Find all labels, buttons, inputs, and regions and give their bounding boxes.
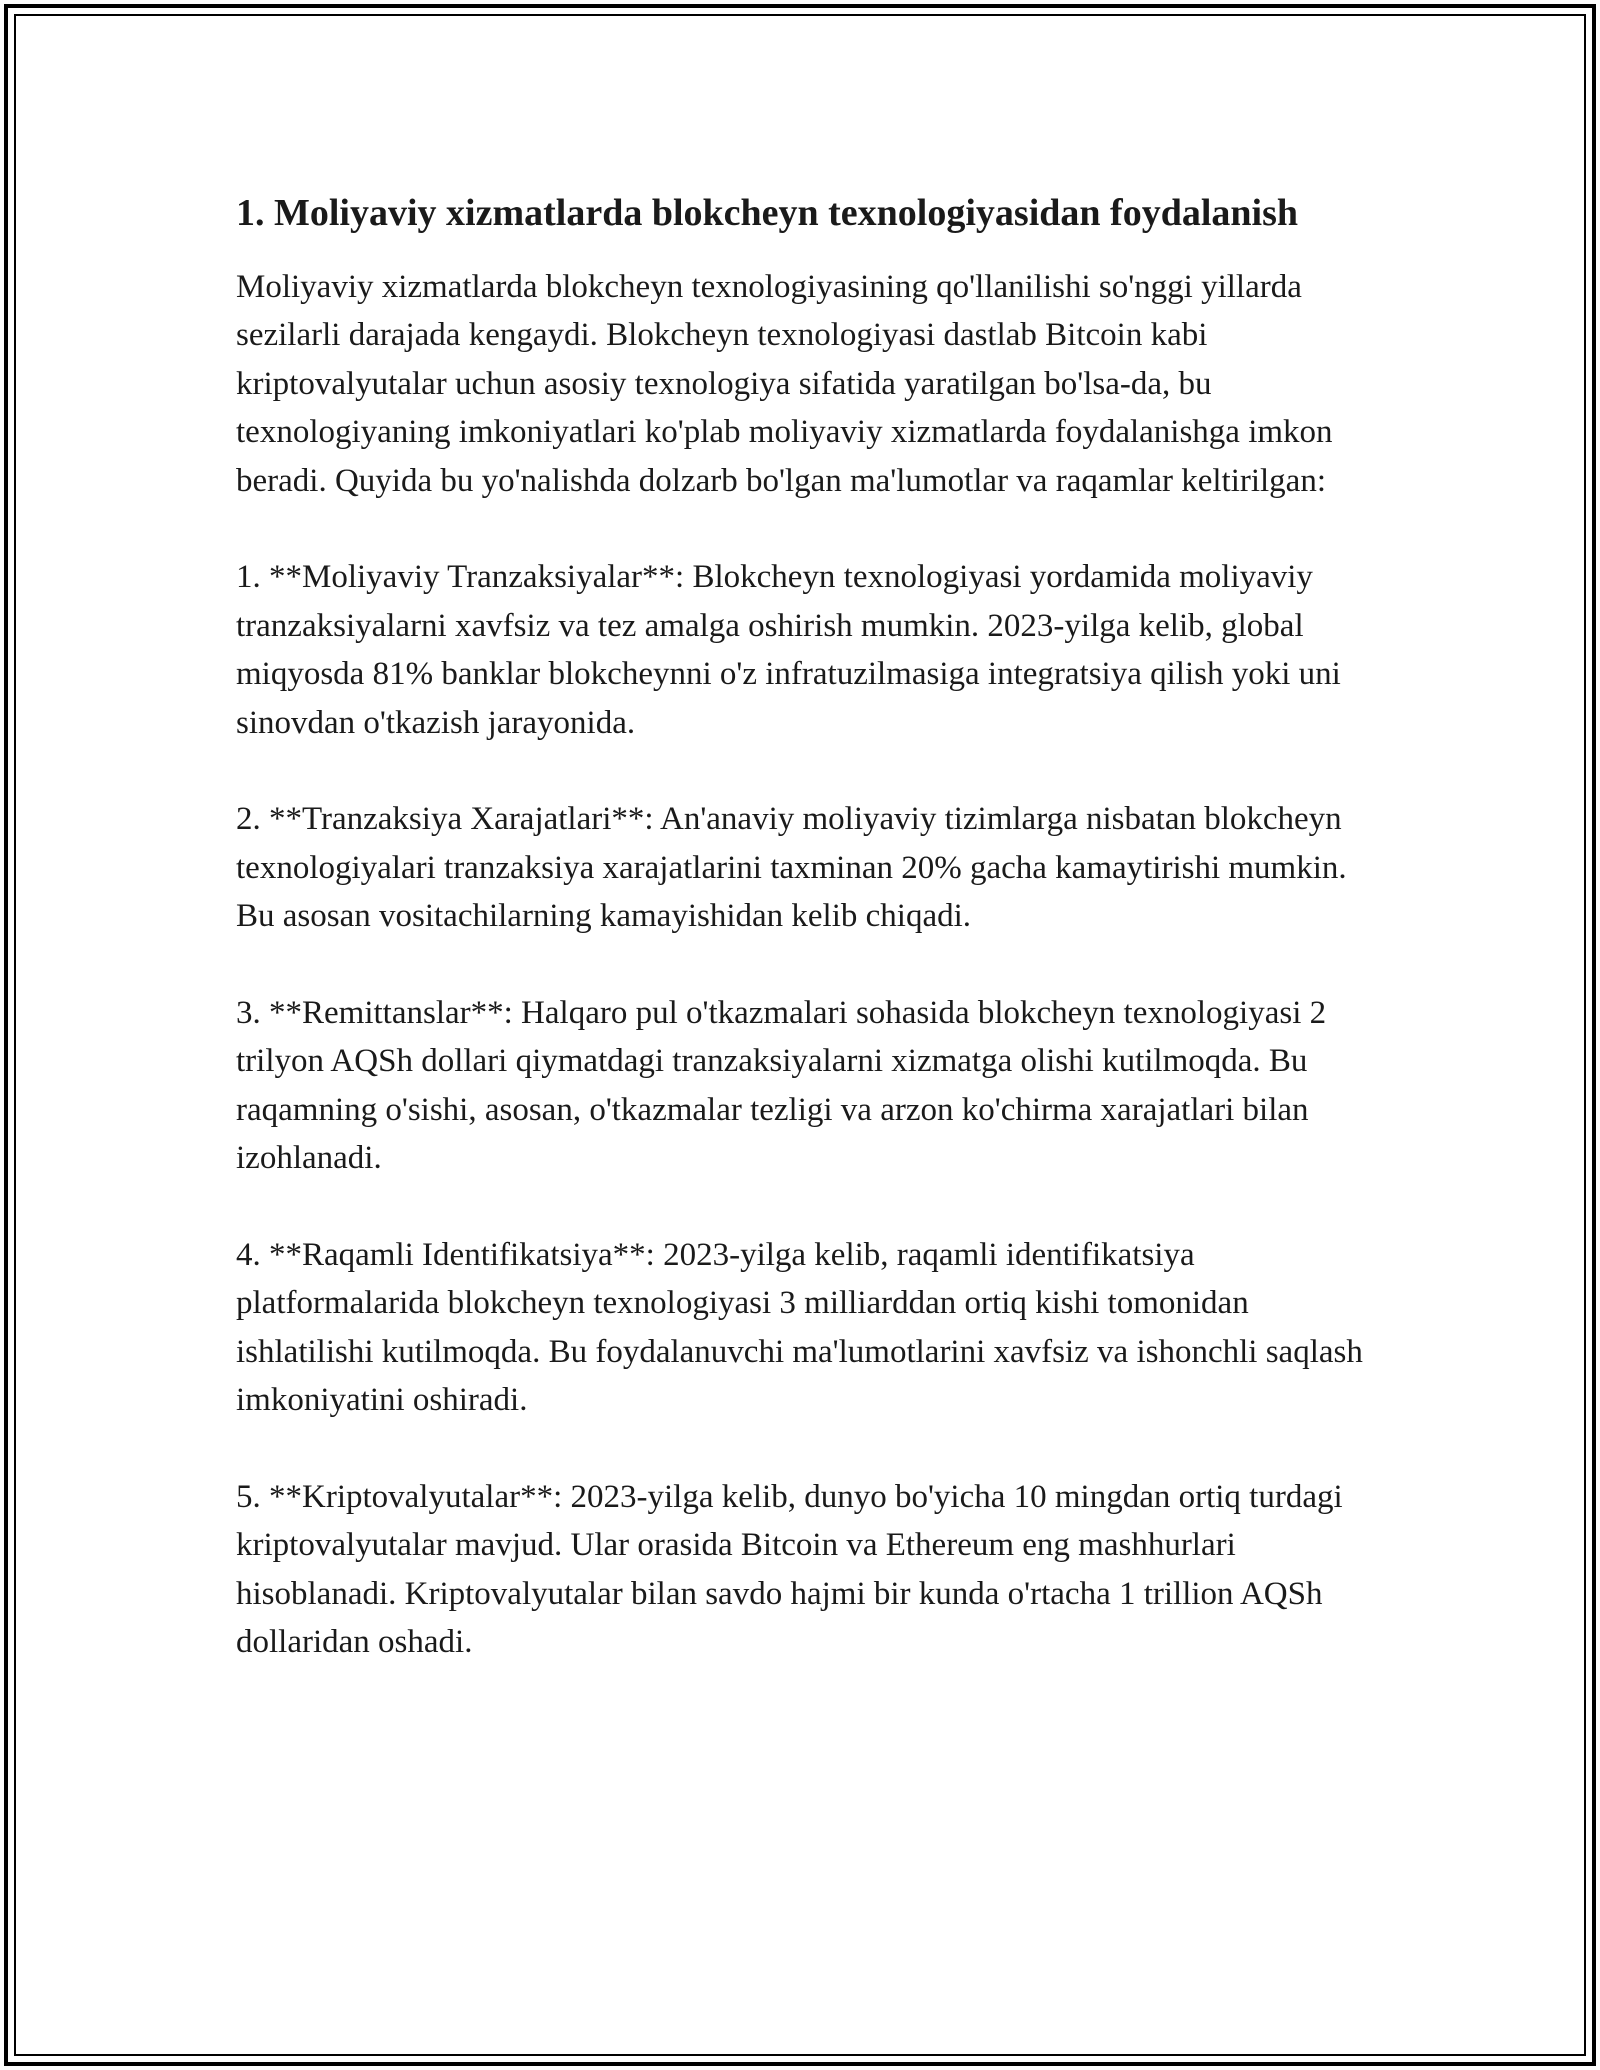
paragraph-gap (236, 747, 1371, 795)
list-item-cryptocurrencies: 5. **Kriptovalyutalar**: 2023-yilga kelib, dunyo bo'yicha 10 mingdan ortiq turdagi kriptovalyutalar mavjud. Ular orasida Bitcoin va Ethereum eng mashhurlari hisoblanadi. Kriptovalyutalar bilan savdo hajmi bir kunda o'rtacha 1 trillion AQSh dollaridan oshadi. (236, 1479, 1343, 1661)
list-item-transaction-costs: 2. **Tranzaksiya Xarajatlari**: An'anaviy moliyaviy tizimlarga nisbatan blokcheyn texnologiyalari tranzaksiya xarajatlarini taxminan 20% gacha kamaytirishi mumkin. Bu asosan vositachilarning kamayishidan kelib chiqadi. (236, 801, 1347, 935)
document-body (236, 186, 1371, 1667)
paragraph-gap (236, 1425, 1371, 1473)
document-title: 1. Moliyaviy xizmatlarda blokcheyn texnologiyasidan foydalanish (236, 192, 1298, 234)
paragraph-gap (236, 941, 1371, 989)
intro-paragraph: Moliyaviy xizmatlarda blokcheyn texnologiyasining qo'llanilishi so'nggi yillarda sezilarli darajada kengaydi. Blokcheyn texnologiyasi dastlab Bitcoin kabi kriptovalyutalar uchun asosiy texnologiya sifatida yaratilgan bo'lsa-da, bu texnologiyaning imkoniyatlari ko'plab moliyaviy xizmatlarda foydalanishga imkon beradi. Quyida bu yo'nalishda dolzarb bo'lgan ma'lumotlar va raqamlar keltirilgan: (236, 269, 1333, 499)
list-item-digital-identity: 4. **Raqamli Identifikatsiya**: 2023-yilga kelib, raqamli identifikatsiya platformalarida blokcheyn texnologiyasi 3 milliarddan ortiq kishi tomonidan ishlatilishi kutilmoqda. Bu foydalanuvchi ma'lumotlarini xavfsiz va ishonchli saqlash imkoniyatini oshiradi. (236, 1237, 1363, 1419)
paragraph-gap (236, 505, 1371, 553)
list-item-remittances: 3. **Remittanslar**: Halqaro pul o'tkazmalari sohasida blokcheyn texnologiyasi 2 trilyon AQSh dollari qiymatdagi tranzaksiyalarni xizmatga olishi kutilmoqda. Bu raqamning o'sishi, asosan, o'tkazmalar tezligi va arzon ko'chirma xarajatlari bilan izohlanadi. (236, 995, 1327, 1177)
list-item-transactions: 1. **Moliyaviy Tranzaksiyalar**: Blokcheyn texnologiyasi yordamida moliyaviy tranzaksiyalarni xavfsiz va tez amalga oshirish mumkin. 2023-yilga kelib, global miqyosda 81% banklar blokcheynni o'z infratuzilmasiga integratsiya qilish yoki uni sinovdan o'tkazish jarayonida. (236, 559, 1341, 741)
paragraph-gap (236, 1183, 1371, 1231)
